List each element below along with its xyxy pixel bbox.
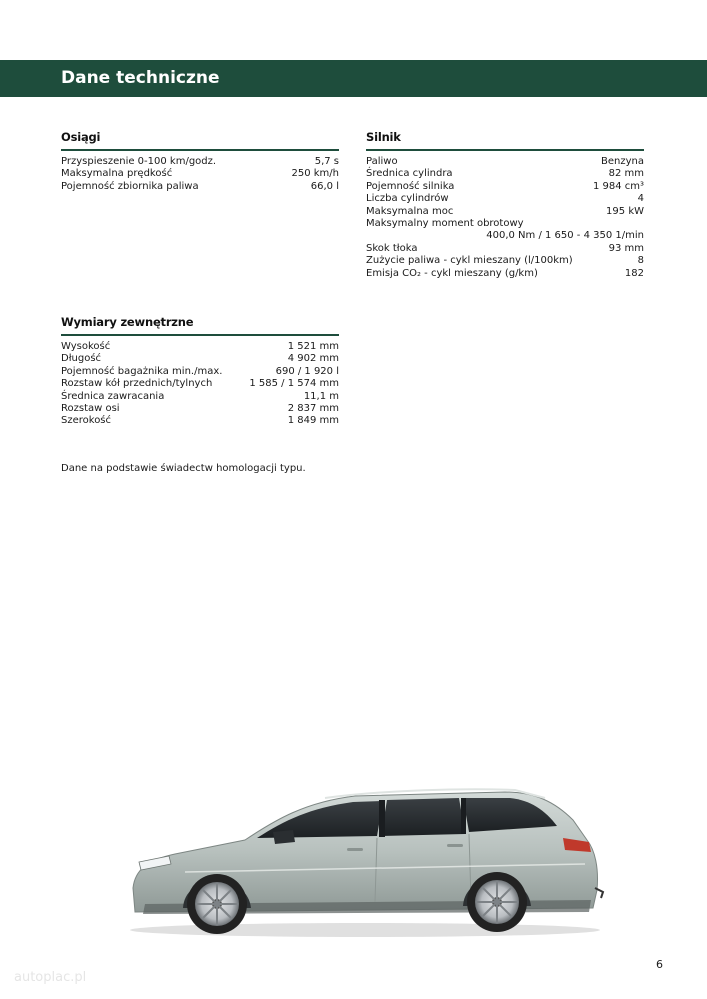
spec-value: 182 bbox=[624, 267, 644, 279]
spec-value: 1 585 / 1 574 mm bbox=[249, 378, 339, 390]
spec-value: 1 984 cm³ bbox=[592, 180, 644, 192]
dimensions-divider bbox=[61, 334, 339, 336]
performance-divider bbox=[61, 149, 339, 151]
spec-value: 1 849 mm bbox=[287, 415, 339, 427]
spec-value: 2 837 mm bbox=[287, 403, 339, 415]
car-image bbox=[125, 780, 605, 940]
engine-list bbox=[366, 156, 644, 280]
watermark-text: autoplac.pl bbox=[14, 970, 87, 985]
spec-label: Maksymalna moc bbox=[366, 205, 454, 217]
spec-value: 11,1 m bbox=[303, 390, 339, 402]
spec-row bbox=[366, 268, 644, 280]
spec-label: Pojemność zbiornika paliwa bbox=[61, 180, 199, 192]
spec-row bbox=[61, 366, 339, 378]
spec-value-torque: 400,0 Nm / 1 650 - 4 350 1/min bbox=[486, 230, 644, 242]
spec-value: 195 kW bbox=[606, 205, 644, 217]
engine-section bbox=[366, 130, 644, 280]
performance-list bbox=[61, 156, 339, 193]
spec-value: 4 bbox=[637, 193, 644, 205]
spec-label: Szerokość bbox=[61, 415, 112, 427]
spec-row bbox=[366, 181, 644, 193]
performance-title: Osiągi bbox=[61, 130, 101, 144]
spec-row bbox=[61, 391, 339, 403]
spec-label: Emisja CO₂ - cykl mieszany (g/km) bbox=[366, 267, 538, 279]
spec-row-torque bbox=[366, 218, 644, 230]
spec-row bbox=[61, 156, 339, 168]
engine-divider bbox=[366, 149, 644, 151]
page-title: Dane techniczne bbox=[61, 68, 220, 88]
spec-row bbox=[61, 415, 339, 427]
spec-value: 4 902 mm bbox=[287, 353, 339, 365]
spec-label: Skok tłoka bbox=[366, 242, 418, 254]
spec-row bbox=[61, 353, 339, 365]
page-number: 6 bbox=[656, 958, 663, 971]
spec-row bbox=[366, 193, 644, 205]
engine-title: Silnik bbox=[366, 130, 401, 144]
spec-row bbox=[61, 341, 339, 353]
spec-label: Paliwo bbox=[366, 156, 398, 167]
spec-label: Zużycie paliwa - cykl mieszany (l/100km) bbox=[366, 255, 573, 267]
spec-value: 8 bbox=[637, 255, 644, 267]
spec-label: Rozstaw osi bbox=[61, 403, 120, 415]
dimensions-section bbox=[61, 315, 339, 428]
spec-value: 82 mm bbox=[608, 168, 644, 180]
spec-label: Rozstaw kół przednich/tylnych bbox=[61, 378, 213, 390]
spec-value: 66,0 l bbox=[310, 180, 339, 192]
spec-row bbox=[366, 156, 644, 168]
dimensions-list bbox=[61, 341, 339, 428]
spec-row bbox=[61, 181, 339, 193]
performance-section bbox=[61, 130, 339, 193]
spec-value: 1 521 mm bbox=[287, 341, 339, 352]
spec-value: 250 km/h bbox=[291, 168, 339, 180]
spec-row bbox=[61, 168, 339, 180]
dimensions-title: Wymiary zewnętrzne bbox=[61, 315, 194, 329]
spec-row bbox=[61, 378, 339, 390]
spec-value: 5,7 s bbox=[314, 156, 339, 167]
spec-value: Benzyna bbox=[601, 156, 644, 167]
spec-label: Przyspieszenie 0-100 km/godz. bbox=[61, 156, 217, 167]
spec-row bbox=[366, 168, 644, 180]
spec-label: Średnica zawracania bbox=[61, 390, 165, 402]
spec-value: 93 mm bbox=[608, 242, 644, 254]
spec-row bbox=[366, 255, 644, 267]
spec-label: Pojemność bagażnika min./max. bbox=[61, 365, 223, 377]
spec-row bbox=[61, 403, 339, 415]
spec-label: Wysokość bbox=[61, 341, 111, 352]
spec-label: Liczba cylindrów bbox=[366, 193, 449, 205]
spec-row bbox=[366, 206, 644, 218]
spec-label: Maksymalna prędkość bbox=[61, 168, 173, 180]
spec-label: Maksymalny moment obrotowy bbox=[366, 218, 524, 230]
spec-value: 690 / 1 920 l bbox=[275, 365, 339, 377]
spec-row bbox=[366, 243, 644, 255]
homologation-footnote: Dane na podstawie świadectw homologacji typu. bbox=[61, 463, 306, 474]
spec-label: Pojemność silnika bbox=[366, 180, 455, 192]
spec-label: Średnica cylindra bbox=[366, 168, 453, 180]
spec-label: Długość bbox=[61, 353, 102, 365]
